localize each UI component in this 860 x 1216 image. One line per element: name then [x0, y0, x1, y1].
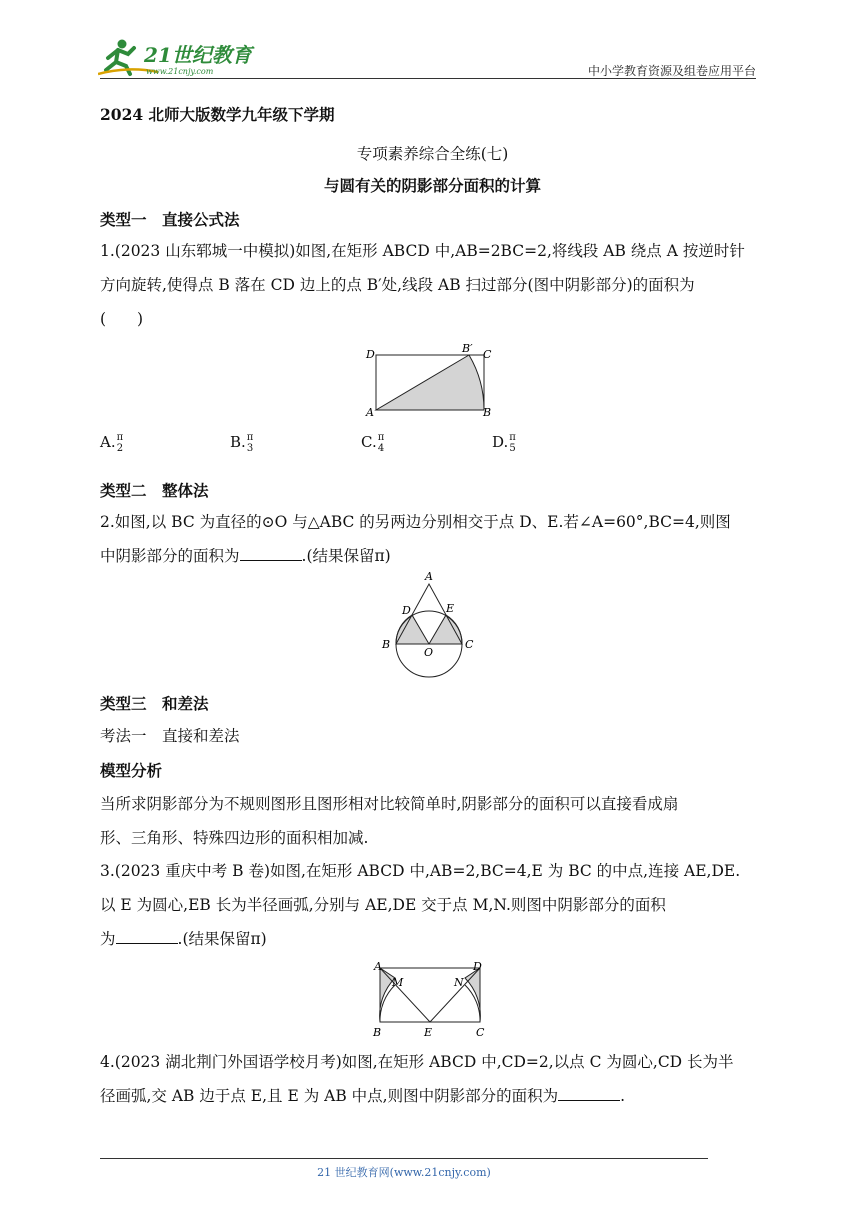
q2-label-a: A — [425, 570, 433, 583]
site-logo[interactable] — [98, 36, 268, 80]
type3-method: 考法一 直接和差法 — [100, 727, 240, 745]
q3-answer-blank[interactable] — [116, 929, 178, 944]
option-c[interactable]: C. π 4 — [361, 432, 385, 454]
q3-line2: 以 E 为圆心,EB 长为半径画弧,分别与 AE,DE 交于点 M,N.则图中阴影部分的面积 — [100, 896, 666, 914]
q3-line1: 3.(2023 重庆中考 B 卷)如图,在矩形 ABCD 中,AB=2,BC=4,E 为 BC 的中点,连接 AE,DE. — [100, 862, 741, 880]
option-d[interactable]: D. π 5 — [492, 432, 516, 454]
platform-label: 中小学教育资源及组卷应用平台 — [587, 64, 756, 78]
q3-label-c: C — [476, 1026, 485, 1039]
q4-line1: 4.(2023 湖北荆门外国语学校月考)如图,在矩形 ABCD 中,CD=2,以点 C 为圆心,CD 长为半 — [100, 1053, 734, 1071]
q2-shaded-right — [429, 615, 462, 644]
q1-label-a: A — [366, 406, 374, 419]
q3-line3: 为 .(结果保留π) — [100, 930, 267, 948]
model-line2: 形、三角形、特殊四边形的面积相加减. — [100, 829, 369, 847]
q3-label-d: D — [473, 960, 482, 973]
q1-line3: ( ) — [100, 310, 144, 328]
page-title: 与圆有关的阴影部分面积的计算 — [323, 176, 541, 195]
q2-label-o: O — [424, 646, 434, 659]
q1-line2: 方向旋转,使得点 B 落在 CD 边上的点 B′处,线段 AB 扫过部分(图中阴影部分)的面积为 — [100, 276, 695, 294]
q1-label-c: C — [483, 348, 492, 361]
q2-line1: 2.如图,以 BC 为直径的⊙O 与△ABC 的另两边分别相交于点 D、E.若∠A=60°,BC=4,则图 — [100, 513, 731, 531]
q1-shaded-sector — [376, 355, 484, 410]
q2-label-d: D — [402, 604, 411, 617]
logo-url: www.21cnjy.com — [146, 67, 214, 76]
q2-label-e: E — [446, 602, 455, 615]
option-a[interactable]: A. π 2 — [100, 432, 124, 454]
q4-answer-blank[interactable] — [558, 1086, 620, 1101]
q3-figure — [368, 958, 492, 1040]
course-title: 2024 北师大版数学九年级下学期 — [100, 105, 335, 124]
series-title: 专项素养综合全练(七) — [356, 145, 509, 163]
q2-figure — [378, 568, 480, 690]
q2-line2: 中阴影部分的面积为 .(结果保留π) — [100, 547, 391, 565]
logo-text: 21世纪教育 — [144, 43, 252, 67]
q1-line1: 1.(2023 山东郓城一中模拟)如图,在矩形 ABCD 中,AB=2BC=2,将线段 AB 绕点 A 按逆时针 — [100, 242, 745, 260]
option-b[interactable]: B. π 3 — [230, 432, 254, 454]
q3-label-e: E — [424, 1026, 433, 1039]
q1-label-bp: B′ — [462, 342, 473, 355]
q2-label-b: B — [382, 638, 391, 651]
footer-divider — [100, 1158, 708, 1159]
q2-shaded-left — [396, 615, 429, 644]
type3-heading: 类型三 和差法 — [100, 694, 209, 713]
header-divider — [100, 78, 756, 79]
type1-heading: 类型一 直接公式法 — [100, 210, 240, 229]
q1-label-b: B — [483, 406, 492, 419]
q2-label-c: C — [465, 638, 474, 651]
q3-label-m: M — [392, 976, 404, 989]
q1-figure — [362, 340, 502, 422]
q3-label-n: N — [454, 976, 464, 989]
model-line1: 当所求阴影部分为不规则图形且图形相对比较简单时,阴影部分的面积可以直接看成扇 — [100, 795, 679, 813]
q3-label-b: B — [373, 1026, 382, 1039]
q4-line2: 径画弧,交 AB 边于点 E,且 E 为 AB 中点,则图中阴影部分的面积为 . — [100, 1087, 626, 1105]
footer-link[interactable]: 21 世纪教育网(www.21cnjy.com) — [317, 1166, 491, 1179]
q2-answer-blank[interactable] — [240, 546, 302, 561]
type2-heading: 类型二 整体法 — [100, 481, 209, 500]
q3-arc — [380, 985, 480, 1022]
q3-label-a: A — [374, 960, 382, 973]
q1-label-d: D — [366, 348, 375, 361]
model-heading: 模型分析 — [100, 761, 163, 780]
